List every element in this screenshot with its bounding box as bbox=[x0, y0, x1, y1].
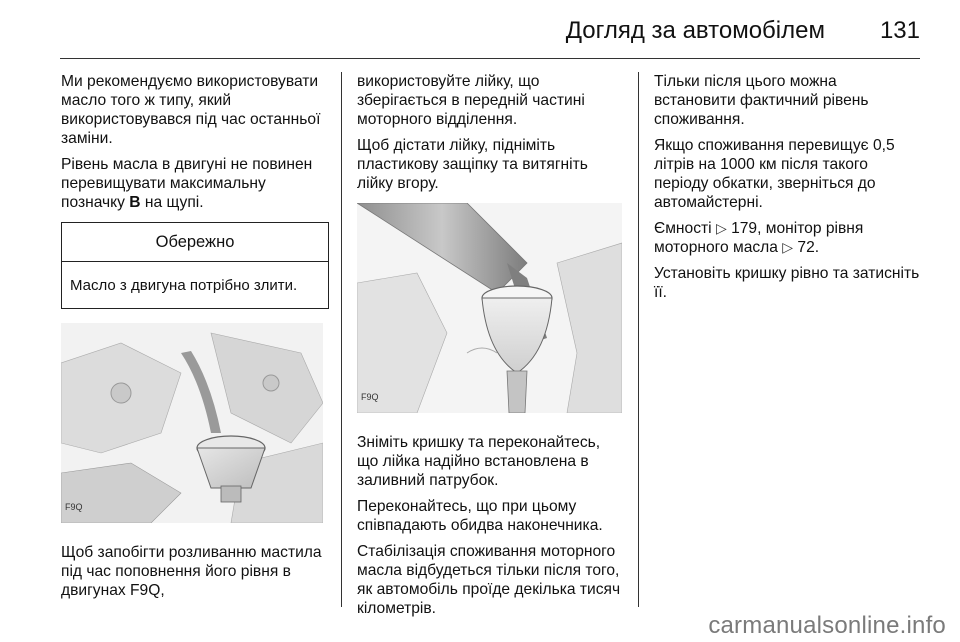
page-reference-arrow-icon: ▷ bbox=[715, 220, 727, 236]
page-reference-arrow-icon: ▷ bbox=[782, 239, 794, 255]
section-title: Догляд за автомобілем bbox=[565, 17, 825, 44]
paragraph bbox=[61, 155, 329, 212]
column-divider bbox=[341, 72, 342, 607]
text: Ємності bbox=[654, 220, 716, 237]
paragraph: Щоб дістати лійку, підніміть пластикову защіпку та витягніть лійку вгору. bbox=[357, 137, 588, 192]
funnel-pouring-illustration bbox=[357, 203, 622, 413]
paragraph: Установіть кришку рівно та затисніть її. bbox=[654, 265, 920, 301]
column-1 bbox=[61, 72, 329, 608]
paragraph: використовуйте лійку, що зберігається в передній частині моторного відділення. bbox=[357, 73, 585, 128]
paragraph: Ми рекомендуємо використовувати масло того ж типу, який використовувався під час останньої заміни. bbox=[61, 73, 321, 147]
paragraph: Зніміть кришку та переконайтесь, що лійка надійно встановлена в заливний патрубок. bbox=[357, 434, 601, 489]
figure-label: F9Q bbox=[361, 392, 379, 402]
page-number: 131 bbox=[879, 17, 920, 44]
text: Рівень масла в двигуні не повинен перевищувати максимальну позначку bbox=[61, 156, 313, 211]
paragraph bbox=[654, 219, 922, 257]
warning-box bbox=[61, 222, 329, 309]
engine-illustration-svg bbox=[61, 323, 323, 523]
paragraph: Переконайтесь, що при цьому співпадають обидва наконечника. bbox=[357, 498, 603, 534]
text: 72. bbox=[793, 239, 820, 256]
watermark: carmanualsonline.info bbox=[708, 612, 946, 639]
paragraph: Щоб запобігти розливанню мастила під час поповнення його рівня в двигунах F9Q, bbox=[61, 544, 322, 599]
paragraph: Стабілізація споживання моторного масла відбудеться тільки після того, як автомобіль проїде декілька тисяч кілометрів. bbox=[357, 543, 621, 617]
text: 179, монітор рівня моторного масла bbox=[654, 220, 864, 256]
paragraph: Тільки після цього можна встановити фактичний рівень споживання. bbox=[654, 73, 869, 128]
text: на щупі. bbox=[140, 194, 204, 211]
column-divider bbox=[638, 72, 639, 607]
column-3 bbox=[654, 72, 922, 608]
column-2 bbox=[357, 72, 625, 617]
figure-label: F9Q bbox=[65, 502, 83, 512]
paragraph: Якщо споживання перевищує 0,5 літрів на 1000 км після такого періоду обкатки, зверніться до автомайстерні. bbox=[654, 137, 895, 211]
funnel-illustration-svg bbox=[357, 203, 622, 413]
warning-text: Масло з двигуна потрібно злити. bbox=[70, 277, 298, 294]
engine-funnel-illustration bbox=[61, 323, 323, 523]
dipstick-mark-label: B bbox=[129, 194, 141, 211]
page-header bbox=[60, 0, 920, 59]
warning-title: Обережно bbox=[62, 223, 328, 262]
